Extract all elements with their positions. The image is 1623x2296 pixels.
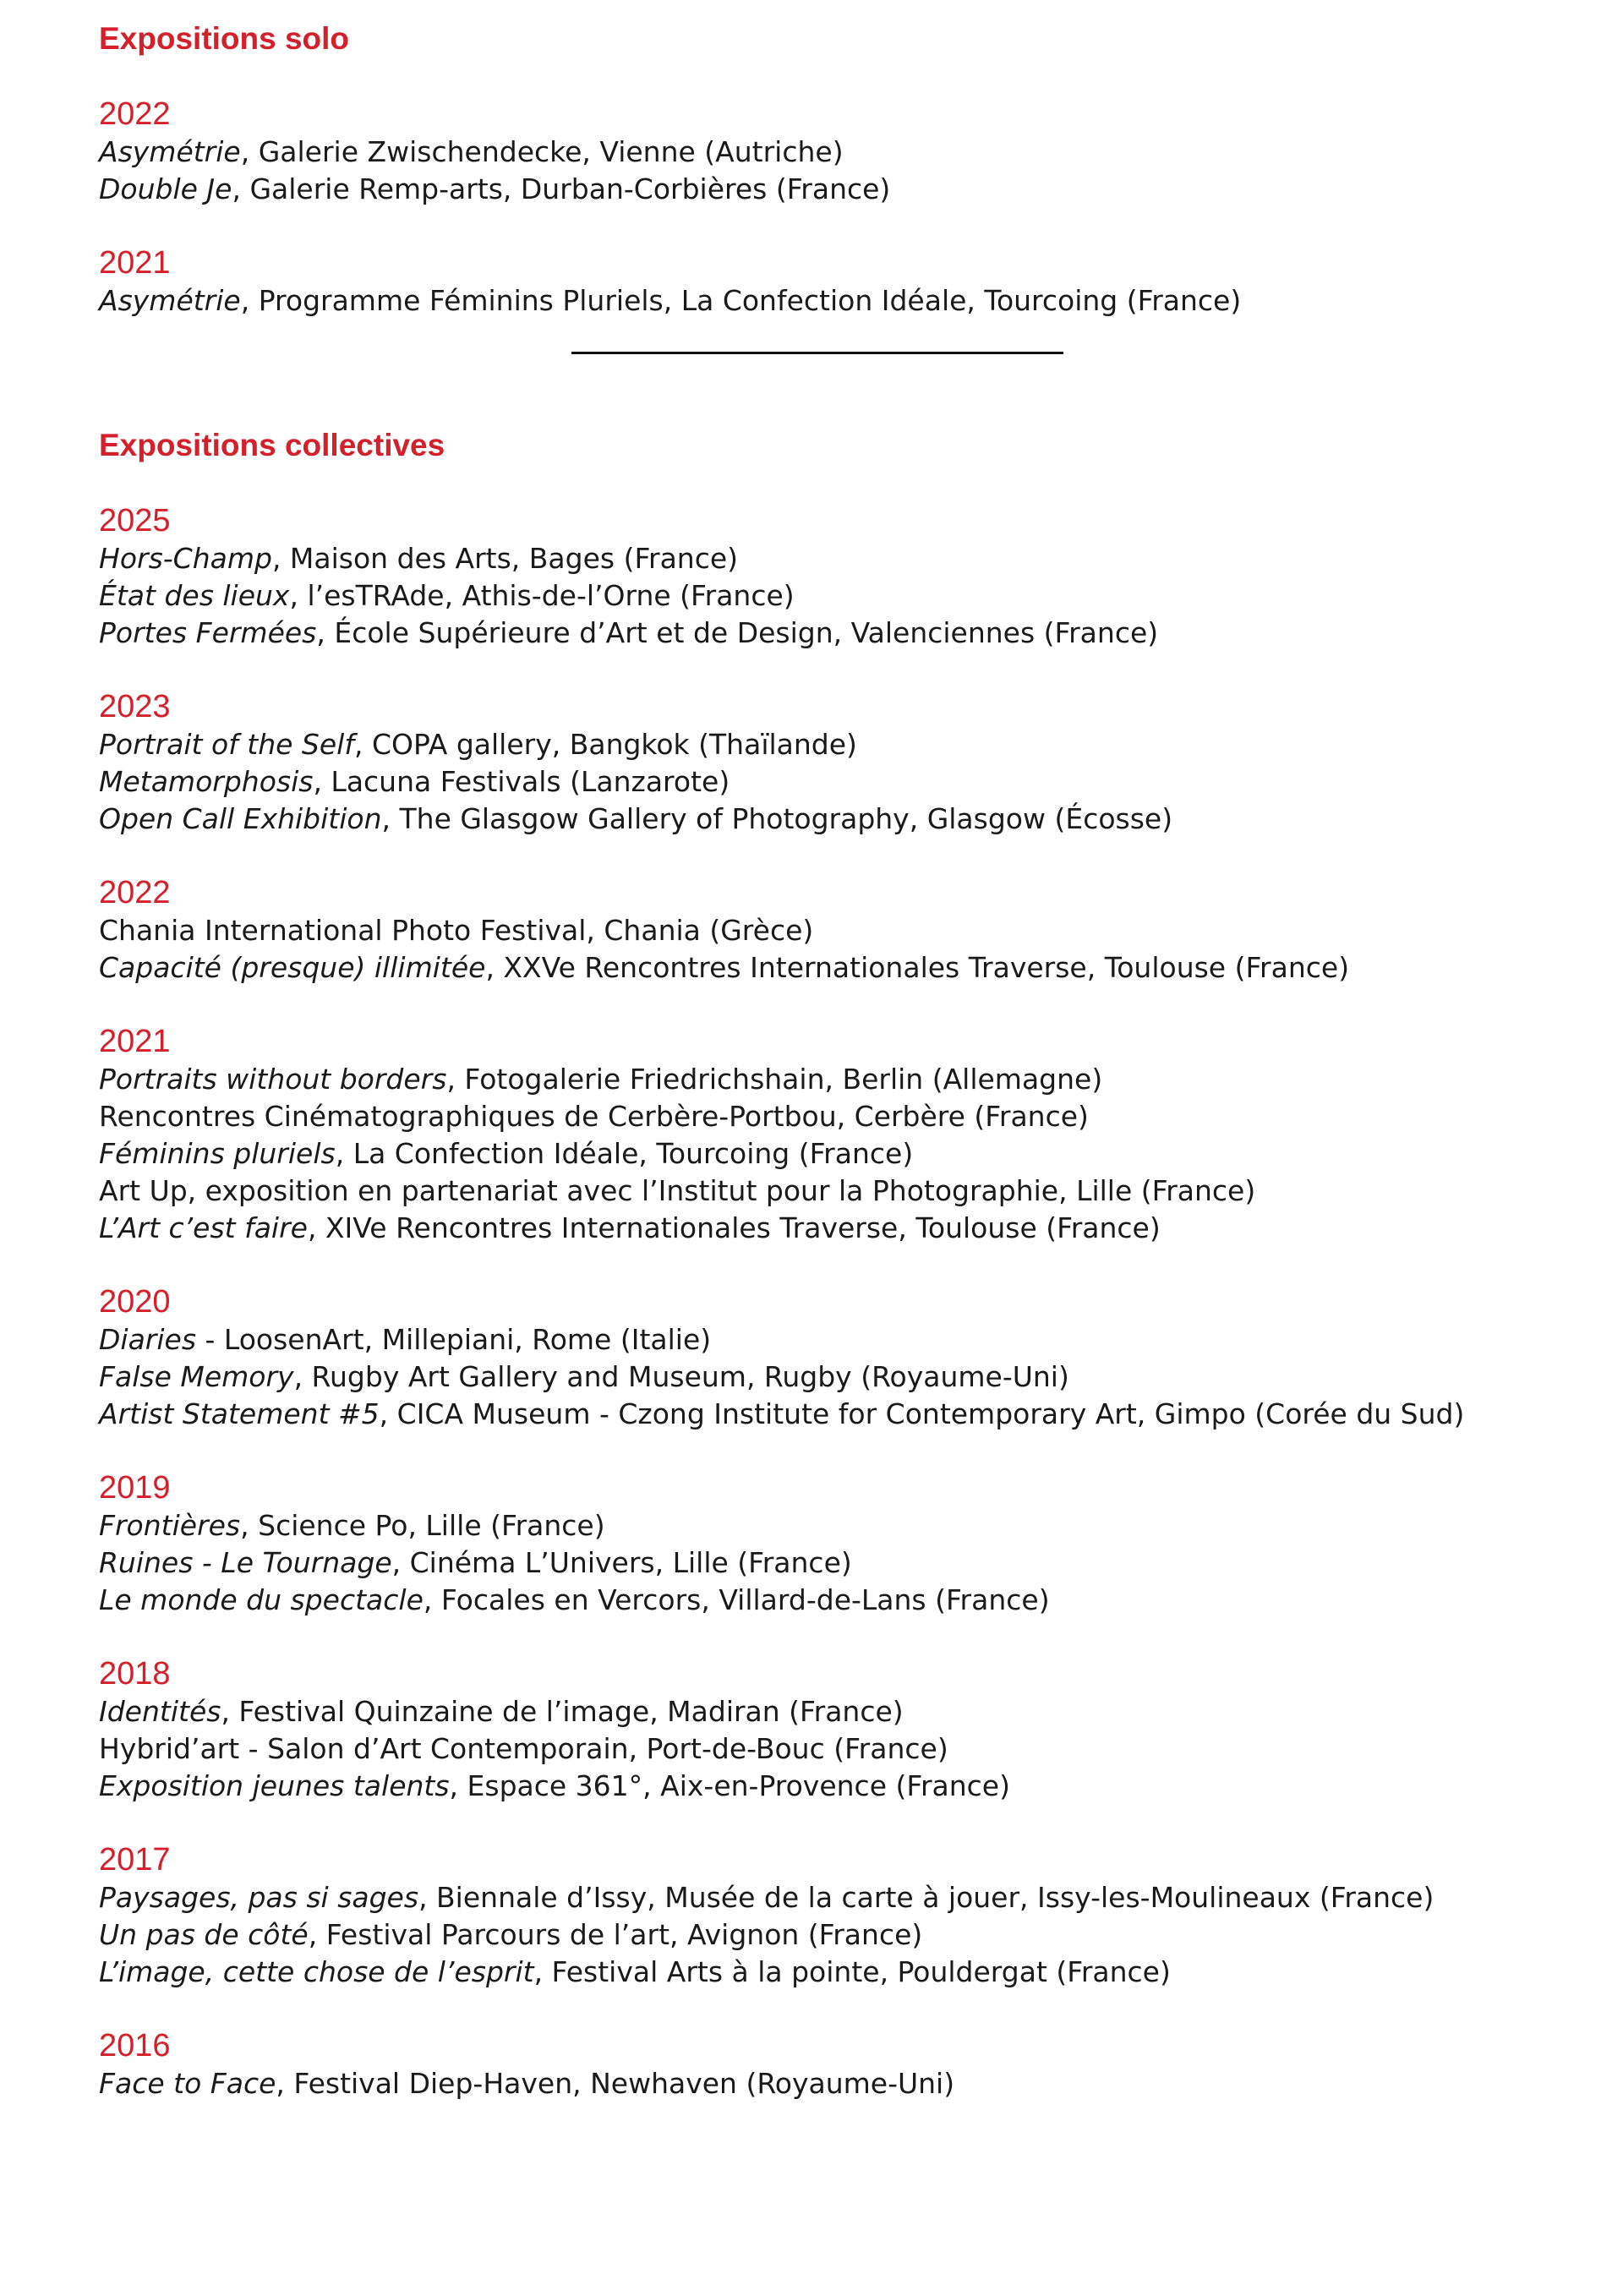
year-group [99,95,1536,208]
section-heading-solo: Expositions solo [99,21,350,56]
collective-exhibitions-section [99,424,1536,2102]
year-heading: 2019 [99,1470,171,1506]
year-group [99,1022,1536,1247]
exhibition-details: , Espace 361°, Aix-en-Provence (France) [449,1769,1010,1802]
exhibition-details: Chania International Photo Festival, Chania (Grèce) [99,914,814,947]
exhibition-entry [99,801,1536,838]
year-heading: 2017 [99,1842,171,1878]
exhibition-entry [99,1061,1536,1098]
exhibition-details: , CICA Museum - Czong Institute for Contemporary Art, Gimpo (Corée du Sud) [379,1397,1465,1430]
year-heading: 2023 [99,689,171,724]
exhibition-entry [99,2065,1536,2102]
exhibition-entry [99,134,1536,171]
exhibition-title: Féminins pluriels [99,1137,336,1170]
exhibition-title: False Memory [99,1360,294,1393]
exhibition-title: Portes Fermées [99,616,317,649]
exhibition-entry [99,1768,1536,1805]
exhibition-details: , XXVe Rencontres Internationales Traverse, Toulouse (France) [485,951,1350,984]
collective-year-groups [99,501,1536,2102]
exhibition-entry [99,1098,1536,1135]
exhibition-details: , Rugby Art Gallery and Museum, Rugby (Royaume-Uni) [293,1360,1069,1393]
year-group [99,243,1536,320]
exhibition-title: Ruines - Le Tournage [99,1546,392,1579]
year-group [99,501,1536,652]
exhibition-title: Asymétrie [99,135,241,168]
exhibition-entry [99,1135,1536,1173]
exhibition-entry [99,577,1536,615]
exhibition-entry [99,1173,1536,1210]
exhibition-details: , Festival Parcours de l’art, Avignon (France) [308,1918,923,1951]
exhibition-entry [99,1507,1536,1544]
exhibition-title: Capacité (presque) illimitée [99,951,486,984]
solo-exhibitions-section [99,17,1536,320]
year-heading: 2021 [99,245,171,281]
year-heading: 2021 [99,1024,171,1059]
exhibition-details: , XIVe Rencontres Internationales Traverse, Toulouse (France) [307,1211,1161,1244]
exhibition-details: , Cinéma L’Univers, Lille (France) [391,1546,852,1579]
exhibition-entry [99,1730,1536,1768]
exhibition-title: Un pas de côté [99,1918,309,1951]
exhibition-title: L’Art c’est faire [99,1211,308,1244]
exhibition-entry [99,1916,1536,1954]
exhibition-details: , Festival Quinzaine de l’image, Madiran (France) [221,1695,904,1728]
exhibition-details: , École Supérieure d’Art et de Design, Valenciennes (France) [316,616,1159,649]
exhibition-title: Metamorphosis [99,765,314,798]
exhibition-entry [99,1693,1536,1730]
exhibition-details: , Lacuna Festivals (Lanzarote) [313,765,730,798]
year-group [99,1468,1536,1619]
exhibition-entry [99,615,1536,652]
exhibition-details: , l’esTRAde, Athis-de-l’Orne (France) [289,579,795,612]
exhibition-title: État des lieux [99,579,290,612]
exhibition-details: , La Confection Idéale, Tourcoing (France) [335,1137,914,1170]
exhibition-title: Face to Face [99,2067,276,2100]
exhibition-entry [99,1582,1536,1619]
exhibition-details: , COPA gallery, Bangkok (Thaïlande) [353,728,857,761]
exhibition-entry [99,1879,1536,1916]
exhibition-entry [99,726,1536,763]
exhibition-entry [99,949,1536,987]
exhibition-details: , Focales en Vercors, Villard-de-Lans (France) [423,1583,1050,1616]
exhibition-entry [99,1358,1536,1396]
exhibition-entry [99,1954,1536,1991]
year-heading: 2020 [99,1284,171,1320]
exhibition-title: Diaries [99,1323,197,1356]
exhibition-title: Asymétrie [99,284,241,317]
exhibition-details: , Fotogalerie Friedrichshain, Berlin (Allemagne) [446,1063,1103,1096]
exhibition-title: Exposition jeunes talents [99,1769,450,1802]
exhibition-details: , Biennale d’Issy, Musée de la carte à jouer, Issy-les-Moulineaux (France) [418,1881,1434,1914]
exhibition-entry [99,1321,1536,1358]
year-heading: 2022 [99,875,171,910]
exhibition-title: Hors-Champ [99,542,272,575]
exhibition-entry [99,912,1536,949]
exhibition-title: Identités [99,1695,221,1728]
exhibition-details: Art Up, exposition en partenariat avec l’Institut pour la Photographie, Lille (France) [99,1174,1256,1207]
year-group [99,1282,1536,1433]
exhibition-entry [99,282,1536,320]
exhibition-entry [99,1544,1536,1582]
exhibition-details: , Science Po, Lille (France) [240,1509,605,1542]
exhibition-details: , Galerie Remp-arts, Durban-Corbières (France) [232,172,891,205]
exhibition-entry [99,171,1536,208]
exhibition-details: Rencontres Cinématographiques de Cerbère-Portbou, Cerbère (France) [99,1100,1089,1133]
year-group [99,687,1536,838]
exhibition-title: Le monde du spectacle [99,1583,424,1616]
year-group [99,1840,1536,1991]
exhibition-title: Double Je [99,172,232,205]
exhibition-title: Portrait of the Self [99,728,354,761]
exhibition-details: , Festival Arts à la pointe, Pouldergat (France) [533,1955,1171,1988]
solo-year-groups [99,95,1536,320]
exhibition-entry [99,1396,1536,1433]
section-divider [571,352,1063,354]
exhibition-details: , Festival Diep-Haven, Newhaven (Royaume-Uni) [276,2067,955,2100]
section-heading-collective: Expositions collectives [99,428,445,462]
year-group [99,1654,1536,1805]
exhibition-details: , Galerie Zwischendecke, Vienne (Autriche) [240,135,844,168]
year-heading: 2022 [99,96,171,132]
exhibition-title: Paysages, pas si sages [99,1881,419,1914]
exhibition-details: , Maison des Arts, Bages (France) [271,542,739,575]
exhibition-title: Portraits without borders [99,1063,447,1096]
exhibitions-document [99,17,1536,2102]
exhibition-details: Hybrid’art - Salon d’Art Contemporain, Port-de-Bouc (France) [99,1732,948,1765]
exhibition-details: , The Glasgow Gallery of Photography, Glasgow (Écosse) [381,802,1173,835]
exhibition-entry [99,1210,1536,1247]
exhibition-details: , Programme Féminins Pluriels, La Confection Idéale, Tourcoing (France) [240,284,1242,317]
exhibition-title: Frontières [99,1509,241,1542]
year-heading: 2025 [99,503,171,538]
exhibition-entry [99,540,1536,577]
year-heading: 2016 [99,2028,171,2064]
exhibition-title: Open Call Exhibition [99,802,382,835]
year-group [99,2026,1536,2102]
exhibition-details: - LoosenArt, Millepiani, Rome (Italie) [196,1323,712,1356]
exhibition-title: L’image, cette chose de l’esprit [99,1955,534,1988]
year-group [99,873,1536,987]
exhibition-entry [99,763,1536,801]
year-heading: 2018 [99,1656,171,1692]
exhibition-title: Artist Statement #5 [99,1397,380,1430]
